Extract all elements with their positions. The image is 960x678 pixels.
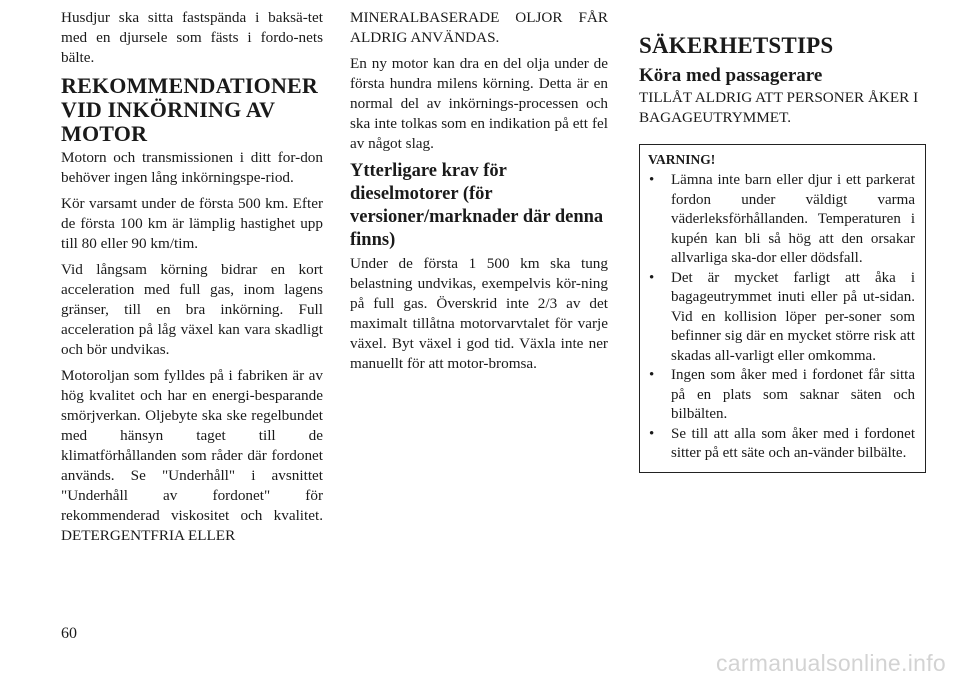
paragraph: Vid långsam körning bidrar en kort acceleration med full gas, inom lagens gränser, till en bra inkörning. Full acceleration på låg växel kan vara skadligt och bör undvikas.	[61, 261, 323, 358]
column-right	[639, 8, 926, 473]
paragraph: Kör varsamt under de första 500 km. Efter de första 100 km är lämplig hastighet upp till 80 eller 90 km/tim.	[61, 195, 323, 252]
paragraph: En ny motor kan dra en del olja under de första hundra milens körning. Detta är en normal del av inkörnings-processen och ska inte tolkas som en indikation på ett fel av något slag.	[350, 55, 608, 152]
bullet-icon: •	[649, 425, 655, 442]
paragraph: Under de första 1 500 km ska tung belastning undvikas, exempelvis kör-ning på full gas. Överskrid inte 2/3 av det maximalt tillåtna motorvarvtalet för varje växel. Byt växel i god tid. Växla inte ner manuellt för att motor-bromsa.	[350, 255, 608, 372]
section-heading-break-in: REKOMMENDATIONER VID INKÖRNING AV MOTOR	[61, 73, 319, 146]
warning-item	[648, 269, 915, 367]
intro-paragraph: Husdjur ska sitta fastspända i baksä-tet med en djursele som fästs i fordo-nets bälte.	[61, 9, 323, 66]
warning-item-text: Det är mycket farligt att åka i bagageutrymmet inuti eller på ut-sidan. Vid en kollision löper per-soner som befinner sig där en mycket större risk att skadas all-varligt eller omkomma.	[671, 269, 915, 364]
section-heading-diesel: Ytterligare krav för dieselmotorer (för versioner/marknader där denna finns)	[350, 161, 604, 250]
warning-list	[648, 171, 915, 464]
subheading-passengers: Köra med passagerare	[639, 65, 823, 86]
column-left	[61, 8, 323, 552]
warning-item-text: Se till att alla som åker med i fordonet sitter på ett säte och an-vänder bilbälte.	[671, 425, 915, 461]
bullet-icon: •	[649, 367, 655, 383]
warning-item-text: Ingen som åker med i fordonet får sitta på en plats som saknar säten och bilbälten.	[671, 367, 915, 422]
warning-item	[648, 366, 915, 425]
watermark: carmanualsonline.info	[715, 650, 946, 676]
bullet-icon: •	[649, 269, 655, 286]
warning-item	[648, 425, 915, 464]
paragraph: Motorn och transmissionen i ditt for-don behöver ingen lång inkörningspe-riod.	[61, 149, 323, 186]
warning-item-text: Lämna inte barn eller djur i ett parkerat fordon under väldigt varma väderleksförhållanden. Temperaturen i kupén kan bli så hög att den orsakar allvarliga ska-dor eller dödsfall.	[671, 172, 915, 266]
page-number: 60	[61, 625, 77, 642]
paragraph: TILLÅT ALDRIG ATT PERSONER ÅKER I BAGAGEUTRYMMET.	[639, 89, 919, 126]
warning-box	[639, 144, 926, 473]
paragraph: Motoroljan som fylldes på i fabriken är av hög kvalitet och har en energi-besparande smörjverkan. Oljebyte ska ske regelbundet med hänsyn taget till de klimatförhållanden som råder där fordonet används. Se "Underhåll" i avsnittet "Underhåll av fordonet" för rekommenderad viskositet och kvalitet. DETERGENTFRIA ELLER	[61, 367, 323, 544]
column-middle	[350, 8, 608, 380]
bullet-icon: •	[649, 172, 655, 188]
warning-item	[648, 171, 915, 269]
paragraph: MINERALBASERADE OLJOR FÅR ALDRIG ANVÄNDAS.	[350, 9, 608, 46]
warning-title: VARNING!	[648, 152, 716, 167]
section-heading-safety: SÄKERHETSTIPS	[639, 33, 834, 58]
